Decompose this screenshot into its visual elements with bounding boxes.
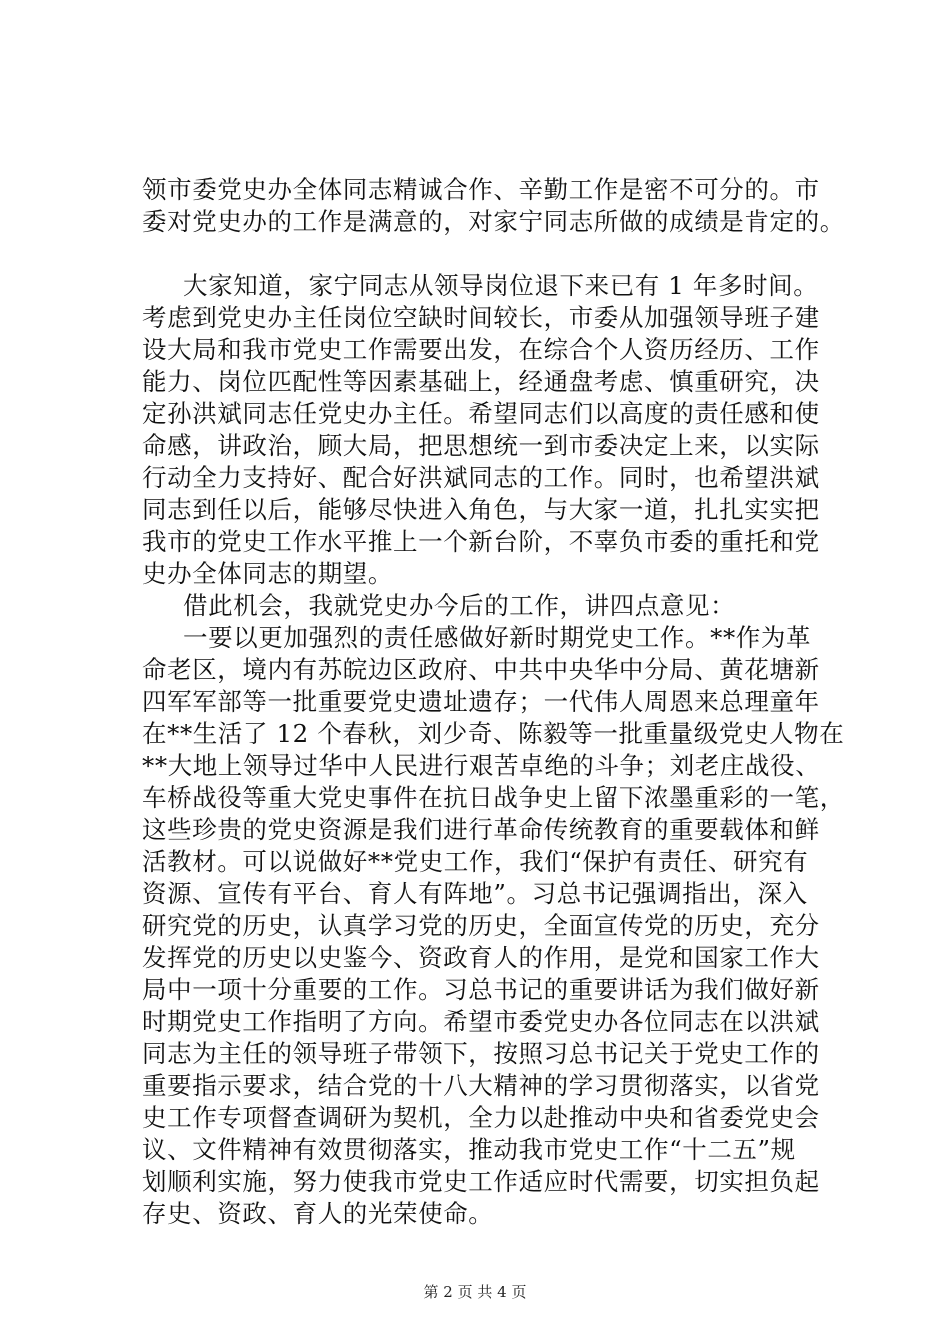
paragraph-line: 领市委党史办全体同志精诚合作、辛勤工作是密不可分的。市 [142, 175, 820, 204]
paragraph-line: 发挥党的历史以史鉴今、资政育人的作用，是党和国家工作大 [142, 943, 820, 972]
paragraph-line: 行动全力支持好、配合好洪斌同志的工作。同时，也希望洪斌 [142, 463, 820, 492]
paragraph-line: **大地上领导过华中人民进行艰苦卓绝的斗争；刘老庄战役、 [142, 751, 821, 780]
paragraph-line: 同志到任以后，能够尽快进入角色，与大家一道，扎扎实实把 [142, 495, 820, 524]
paragraph-line: 借此机会，我就党史办今后的工作，讲四点意见： [183, 591, 736, 620]
paragraph-line: 命老区，境内有苏皖边区政府、中共中央华中分局、黄花塘新 [142, 655, 820, 684]
paragraph-line: 我市的党史工作水平推上一个新台阶，不辜负市委的重托和党 [142, 527, 820, 556]
paragraph-line: 存史、资政、育人的光荣使命。 [142, 1199, 494, 1228]
paragraph-line: 资源、宣传有平台、育人有阵地”。习总书记强调指出，深入 [142, 879, 808, 908]
paragraph-line: 研究党的历史，认真学习党的历史，全面宣传党的历史，充分 [142, 911, 820, 940]
paragraph-line: 命感，讲政治，顾大局，把思想统一到市委决定上来，以实际 [142, 431, 820, 460]
paragraph-line: 议、文件精神有效贯彻落实，推动我市党史工作“十二五”规 [142, 1135, 796, 1164]
paragraph-line: 考虑到党史办主任岗位空缺时间较长，市委从加强领导班子建 [142, 303, 820, 332]
paragraph-line: 定孙洪斌同志任党史办主任。希望同志们以高度的责任感和使 [142, 399, 820, 428]
paragraph-line: 在**生活了 12 个春秋，刘少奇、陈毅等一批重量级党史人物在 [142, 719, 845, 748]
paragraph-line: 能力、岗位匹配性等因素基础上，经通盘考虑、慎重研究，决 [142, 367, 820, 396]
paragraph-line: 重要指示要求，结合党的十八大精神的学习贯彻落实，以省党 [142, 1071, 820, 1100]
paragraph-line: 一要以更加强烈的责任感做好新时期党史工作。**作为革 [183, 623, 812, 652]
paragraph-line: 局中一项十分重要的工作。习总书记的重要讲话为我们做好新 [142, 975, 820, 1004]
paragraph-line: 四军军部等一批重要党史遗址遗存；一代伟人周恩来总理童年 [142, 687, 820, 716]
page-footer: 第 2 页 共 4 页 [423, 1283, 527, 1301]
paragraph-line: 设大局和我市党史工作需要出发，在综合个人资历经历、工作 [142, 335, 820, 364]
paragraph-line: 这些珍贵的党史资源是我们进行革命传统教育的重要载体和鲜 [142, 815, 820, 844]
paragraph-line: 时期党史工作指明了方向。希望市委党史办各位同志在以洪斌 [142, 1007, 820, 1036]
paragraph-line: 委对党史办的工作是满意的，对家宁同志所做的成绩是肯定的。 [142, 207, 845, 236]
paragraph-line: 同志为主任的领导班子带领下，按照习总书记关于党史工作的 [142, 1039, 820, 1068]
paragraph-line: 大家知道，家宁同志从领导岗位退下来已有 1 年多时间。 [183, 271, 819, 300]
paragraph-line: 史工作专项督查调研为契机，全力以赴推动中央和省委党史会 [142, 1103, 820, 1132]
paragraph-line: 划顺利实施，努力使我市党史工作适应时代需要，切实担负起 [142, 1167, 820, 1196]
paragraph-line: 车桥战役等重大党史事件在抗日战争史上留下浓墨重彩的一笔， [142, 783, 845, 812]
paragraph-line: 史办全体同志的期望。 [142, 559, 393, 588]
paragraph-line: 活教材。可以说做好**党史工作，我们“保护有责任、研究有 [142, 847, 809, 876]
